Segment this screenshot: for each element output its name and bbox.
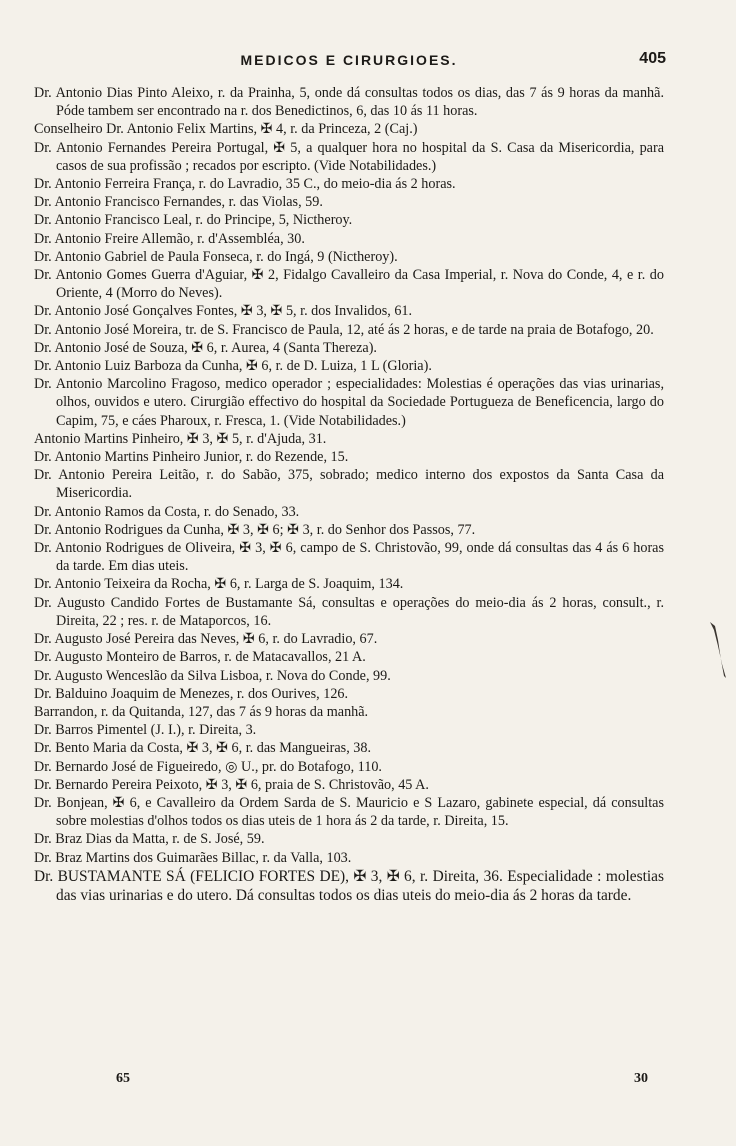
list-item: Dr. Antonio José Moreira, tr. de S. Francisco de Paula, 12, até ás 2 horas, e de tarde na praia de Botafogo, 20. xyxy=(34,321,654,338)
list-item: Dr. Balduino Joaquim de Menezes, r. dos Ourives, 126. xyxy=(34,685,349,702)
list-item: Dr. Braz Martins dos Guimarães Billac, r. da Valla, 103. xyxy=(34,849,352,866)
page-number: 405 xyxy=(639,50,666,67)
list-item: Dr. Braz Dias da Matta, r. de S. José, 59. xyxy=(34,831,265,848)
list-item: Dr. Antonio Gabriel de Paula Fonseca, r. do Ingá, 9 (Nictheroy). xyxy=(34,248,398,265)
list-item: Dr. Antonio Fernandes Pereira Portugal, ✠ 5, a qualquer hora no hospital da S. Casa da Misericordia, para casos de sua profissão ; recados por escripto. (Vide Notabilidades.) xyxy=(34,139,664,174)
directory-list xyxy=(34,84,664,905)
list-item: Dr. Antonio Freire Allemão, r. d'Assembléa, 30. xyxy=(34,230,305,247)
list-item: Dr. Antonio Teixeira da Rocha, ✠ 6, r. Larga de S. Joaquim, 134. xyxy=(34,576,404,593)
list-item: Dr. Augusto Candido Fortes de Bustamante Sá, consultas e operações do meio-dia ás 2 horas, consult., r. Direita, 22 ; res. r. de Mataporcos, 16. xyxy=(34,594,664,629)
list-item-featured: Dr. BUSTAMANTE SÁ (FELICIO FORTES DE), ✠ 3, ✠ 6, r. Direita, 36. Especialidade : molestias das vias urinarias e do utero. Dá consultas todos os dias uteis do meio-dia ás 2 horas da tarde. xyxy=(34,867,664,904)
section-title: MEDICOS E CIRURGIOES. xyxy=(240,52,458,68)
list-item: Dr. Antonio Francisco Fernandes, r. das Violas, 59. xyxy=(34,194,323,211)
list-item: Antonio Martins Pinheiro, ✠ 3, ✠ 5, r. d'Ajuda, 31. xyxy=(34,430,327,447)
list-item: Dr. Antonio Pereira Leitão, r. do Sabão, 375, sobrado; medico interno dos expostos da Santa Casa da Misericordia. xyxy=(34,467,664,502)
page-footer xyxy=(34,1071,664,1091)
list-item: Dr. Augusto Wenceslão da Silva Lisboa, r. Nova do Conde, 99. xyxy=(34,667,391,684)
list-item: Dr. Antonio Ramos da Costa, r. do Senado, 33. xyxy=(34,503,300,520)
list-item: Dr. Bonjean, ✠ 6, e Cavalleiro da Ordem Sarda de S. Mauricio e S Lazaro, gabinete especial, dá consultas sobre molestias d'olhos todos os dias uteis de 1 hora ás 2 da tarde, r. Direita, 15. xyxy=(34,794,664,830)
list-item: Dr. Antonio Luiz Barboza da Cunha, ✠ 6, r. de D. Luiza, 1 L (Gloria). xyxy=(34,358,432,375)
signature-left: 65 xyxy=(116,1071,130,1086)
list-item: Dr. Antonio José Gonçalves Fontes, ✠ 3, ✠ 5, r. dos Invalidos, 61. xyxy=(34,303,413,320)
list-item: Dr. Bernardo Pereira Peixoto, ✠ 3, ✠ 6, praia de S. Christovão, 45 A. xyxy=(34,776,429,793)
list-item: Dr. Antonio Marcolino Fragoso, medico operador ; especialidades: Molestias é operações das vias urinarias, olhos, ouvidos e utero. Cirurgião effectivo do hospital da Sociedade Portugueza de Beneficencia, largo do Capim, 75, e cáes Pharoux, r. Fresca, 1. (Vide Notabilidades.) xyxy=(34,376,664,429)
list-item: Barrandon, r. da Quitanda, 127, das 7 ás 9 horas da manhã. xyxy=(34,703,369,720)
list-item: Dr. Bento Maria da Costa, ✠ 3, ✠ 6, r. das Mangueiras, 38. xyxy=(34,740,372,757)
list-item: Dr. Antonio Dias Pinto Aleixo, r. da Prainha, 5, onde dá consultas todos os dias, das 7 ás 9 horas da manhã. Póde tambem ser encontrado na r. dos Benedictinos, 6, das 10 ás 11 horas. xyxy=(34,85,664,120)
list-item: Dr. Augusto Monteiro de Barros, r. de Matacavallos, 21 A. xyxy=(34,649,366,666)
list-item: Dr. Antonio José de Souza, ✠ 6, r. Aurea, 4 (Santa Thereza). xyxy=(34,339,377,356)
list-item: Dr. Barros Pimentel (J. I.), r. Direita, 3. xyxy=(34,722,257,739)
list-item: Dr. Antonio Ferreira França, r. do Lavradio, 35 C., do meio-dia ás 2 horas. xyxy=(34,176,456,193)
list-item: Dr. Antonio Francisco Leal, r. do Principe, 5, Nictheroy. xyxy=(34,212,353,229)
signature-right: 30 xyxy=(634,1071,648,1086)
list-item: Dr. Antonio Rodrigues de Oliveira, ✠ 3, ✠ 6, campo de S. Christovão, 99, onde dá consultas das 4 ás 6 horas da tarde. Em dias uteis. xyxy=(34,540,664,575)
list-item: Dr. Antonio Rodrigues da Cunha, ✠ 3, ✠ 6; ✠ 3, r. do Senhor dos Passos, 77. xyxy=(34,521,476,538)
list-item: Dr. Augusto José Pereira das Neves, ✠ 6, r. do Lavradio, 67. xyxy=(34,631,378,648)
list-item: Dr. Bernardo José de Figueiredo, ◎ U., pr. do Botafogo, 110. xyxy=(34,758,382,775)
list-item: Dr. Antonio Gomes Guerra d'Aguiar, ✠ 2, Fidalgo Cavalleiro da Casa Imperial, r. Nova do Conde, 4, e r. do Oriente, 4 (Morro do Neves). xyxy=(34,267,664,302)
margin-mark-icon xyxy=(706,620,728,680)
list-item: Conselheiro Dr. Antonio Felix Martins, ✠ 4, r. da Princeza, 2 (Caj.) xyxy=(34,121,418,138)
list-item: Dr. Antonio Martins Pinheiro Junior, r. do Rezende, 15. xyxy=(34,449,349,466)
page-header xyxy=(34,52,664,78)
